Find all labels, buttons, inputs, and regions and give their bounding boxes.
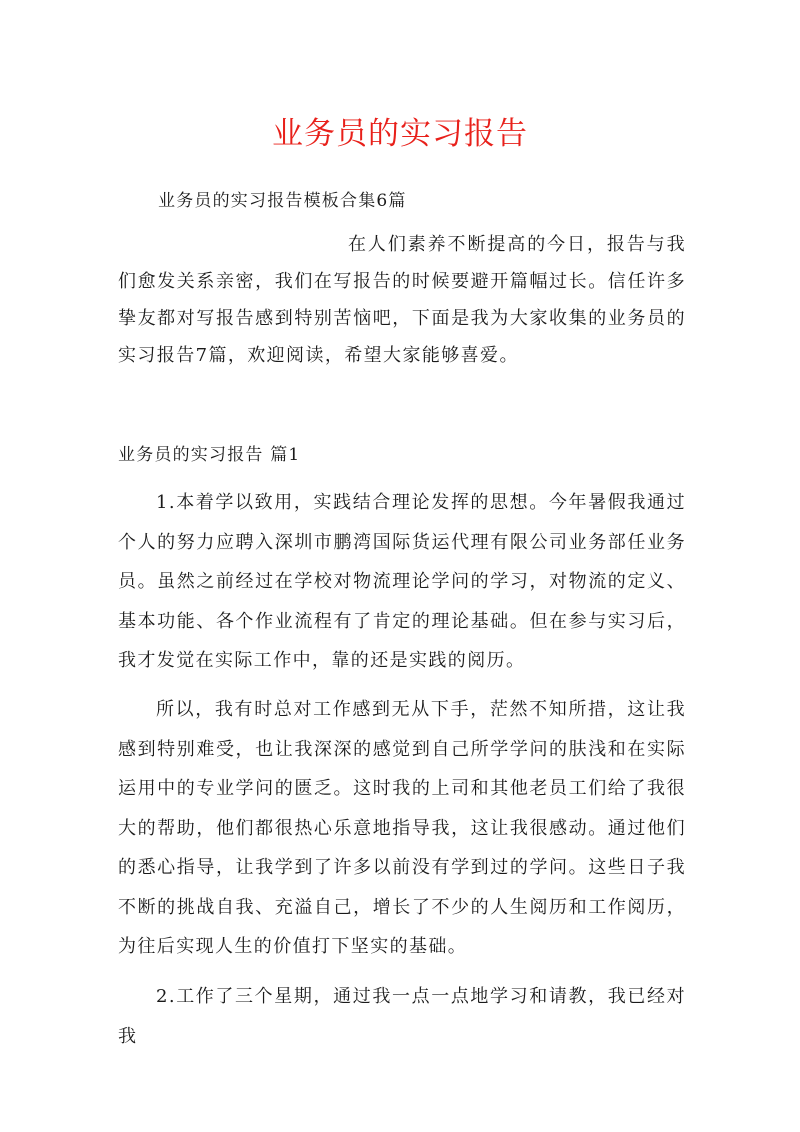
document-subtitle: 业务员的实习报告模板合集6篇: [158, 191, 407, 211]
document-title: 业务员的实习报告: [272, 116, 528, 152]
body-paragraph-3: 2.工作了三个星期，通过我一点一点地学习和请教，我已经对我: [118, 986, 686, 1047]
body-paragraph-1: 1.本着学以致用，实践结合理论发挥的思想。今年暑假我通过个人的努力应聘入深圳市鹏湾国际货运代理有限公司业务部任业务员。虽然之前经过在学校对物流理论学问的学习，对物流的定义、基本功能、各个作业流程有了肯定的理论基础。但在参与实习后，我才发觉在实际工作中，靠的还是实践的阅历。: [118, 492, 686, 671]
section-heading: 业务员的实习报告 篇1: [118, 445, 301, 465]
body-paragraph-2: 所以，我有时总对工作感到无从下手，茫然不知所措，这让我感到特别难受，也让我深深的感觉到自己所学学问的肤浅和在实际运用中的专业学问的匮乏。这时我的上司和其他老员工们给了我很大的帮助，他们都很热心乐意地指导我，这让我很感动。通过他们的悉心指导，让我学到了许多以前没有学到过的学问。这些日子我不断的挑战自我、充溢自己，增长了不少的人生阅历和工作阅历，为往后实现人生的价值打下坚实的基础。: [118, 699, 686, 957]
intro-paragraph: 在人们素养不断提高的今日，报告与我们愈发关系亲密，我们在写报告的时候要避开篇幅过长。信任许多挚友都对写报告感到特别苦恼吧，下面是我为大家收集的业务员的实习报告7篇，欢迎阅读，希望大家能够喜爱。: [118, 234, 686, 366]
